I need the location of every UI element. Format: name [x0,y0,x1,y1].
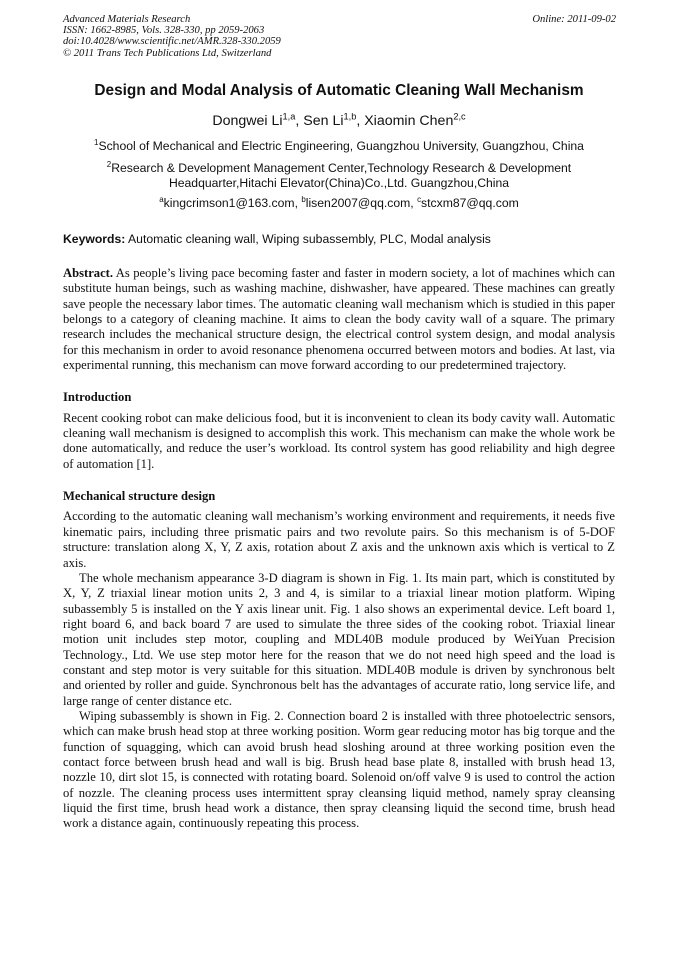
online-date: Online: 2011-09-02 [532,14,616,25]
paragraph: Recent cooking robot can make delicious food, but it is inconvenient to clean its body cavity wall. Automatic cleaning wall mechanism is designed to accomplish this work. This mechanism can make the whole work be done automatically, and reduce the user’s workload. Its control system has good reliability and high degree of automation [1]. [63,410,615,471]
aff-text: School of Mechanical and Electric Engineering, Guangzhou University, Guangzhou, China [98,139,584,153]
email-sup: c [417,194,422,204]
author: Dongwei Li [212,113,283,129]
author-sup: 2,c [453,111,466,122]
authors: Dongwei Li$^{1,a}$, Sen Li$^{1,b}$, Xiaomin Chen$^{2,c}$ [212,111,466,129]
email[interactable]: lisen2007@qq.com [305,196,411,210]
paragraph: According to the automatic cleaning wall mechanism’s working environment and requirements, it needs five kinematic pairs, including three prismatic pairs and two revolute pairs. So this mechanism is of 5-DOF structure: translation along X, Y, Z axis, rotation about Z axis and the unknown axis which is vertical to Z axis. [63,509,615,570]
section-heading: Introduction [63,390,132,405]
affiliation-1 [0,139,678,154]
author-sup: 1,a [282,111,296,122]
email[interactable]: stcxm87@qq.com [421,196,519,210]
keywords-label: Keywords: [63,232,126,246]
author-sup: 1,b [343,111,357,122]
author: Xiaomin Chen [364,113,454,129]
paragraph: The whole mechanism appearance 3-D diagram is shown in Fig. 1. Its main part, which is constituted by X, Y, Z triaxial linear motion units 2, 3 and 4, is similar to a triaxial linear motion platform. Wiping subassembly 5 is installed on the Y axis linear unit. Fig. 1 also shows an experimental device. Left board 1, right board 6, and back board 7 are used to simulate the three sides of the cooking robot. Triaxial linear motion unit includes step motor, coupling and MDL40B module produced by WeiYuan Precision Technology., Ltd. We use step motor here for the reason that we do not need high speed and the load is constant and step motor is very suitable for this situation. MDL40B module is driven by synchronous belt and oriented by roller and guide. Synchronous belt has the advantages of accurate ratio, long service life, and large range of center distance etc. [63,570,615,708]
copyright: © 2011 Trans Tech Publications Ltd, Switzerland [63,47,272,59]
journal-header [63,14,281,59]
author: Sen Li [303,113,344,129]
email-sup: a [159,194,164,204]
doi: doi:10.4028/www.scientific.net/AMR.328-330.2059 [63,36,281,48]
abstract-label: Abstract. [63,266,114,280]
abstract [63,266,615,373]
aff-sup: 1 [94,137,99,147]
emails: $^a$kingcrimson1@163.com, $^b$lisen2007@qq.com, $^c$stcxm87@qq.com [159,194,519,210]
aff-text: Headquarter,Hitachi Elevator(China)Co.,Ltd. Guangzhou,China [168,175,510,190]
affiliation-2 [0,161,678,190]
abstract-text: As people’s living pace becoming faster and faster in modern society, a lot of machines which can substitute human beings, such as washing machine, dishwasher, have appeared. These machines can greatly save people the necessary labor times. The automatic cleaning wall mechanism which is studied in this paper belongs to a category of cleaning machine. It aims to clean the body cavity wall of a square. The primary research includes the mechanical structure design, the electrical control system design, and modal analysis for this mechanism in order to avoid resonance phenomena occurred between motors and bodies. At last, via experimental running, this mechanism can move forward according to our predetermined trajectory. [63,266,615,373]
journal-name: Advanced Materials Research [63,14,191,25]
section-heading: Mechanical structure design [63,489,216,504]
aff-sup: 2 [106,159,112,169]
issn: ISSN: 1662-8985, Vols. 328-330, pp 2059-2063 [63,25,265,37]
keywords [63,232,491,246]
email[interactable]: kingcrimson1@163.com [163,196,295,210]
paper-body [63,266,615,832]
paper-title: Design and Modal Analysis of Automatic Cleaning Wall Mechanism [94,82,584,99]
email-sup: b [301,194,306,204]
paragraph: Wiping subassembly is shown in Fig. 2. Connection board 2 is installed with three photoelectric sensors, which can make brush head stop at three working position. Worm gear reducing motor has big torque and the function of squagging, which can avoid brush head sloshing around at three working position even the contact force between brush head and wall is big. Brush head base plate 8, installed with brush head 13, nozzle 10, dirt slot 15, is connected with rotating board. Solenoid on/off valve 9 is used to control the action of nozzle. The cleaning process uses intermittent spray cleansing liquid method, namely spray cleansing liquid the first time, brush head work a distance, then spray cleansing liquid the second time, brush head work a distance again, continuously repeating this process. [63,708,615,831]
aff-text: Research & Development Management Center,Technology Research & Development [111,161,572,175]
keywords-text: Automatic cleaning wall, Wiping subassembly, PLC, Modal analysis [128,232,491,246]
